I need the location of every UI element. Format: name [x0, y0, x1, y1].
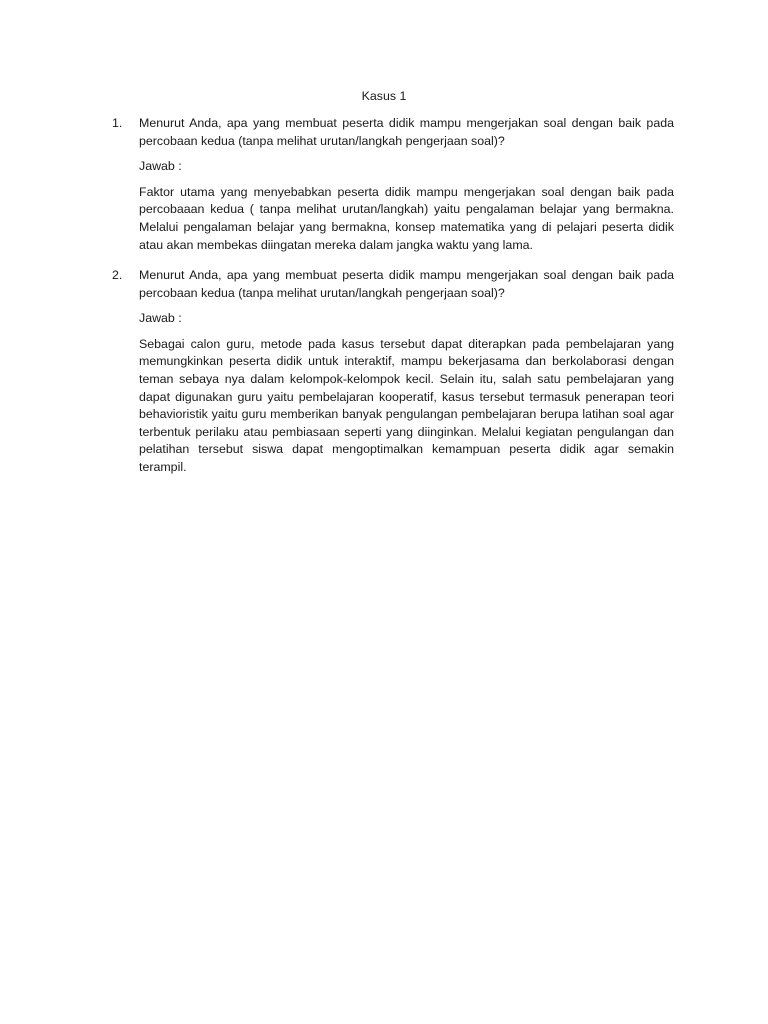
answer-text: Sebagai calon guru, metode pada kasus tersebut dapat diterapkan pada pembelajaran yang memungkinkan peserta didik untuk interaktif, mampu bekerjasama dan berkolaborasi dengan teman sebaya nya dalam kelompok-kelompok kecil. Selain itu, salah satu pembelajaran yang dapat digunakan guru yaitu pembelajaran kooperatif, kasus tersebut termasuk penerapan teori behavioristik yaitu guru memberikan banyak pengulangan pembelajaran berupa latihan soal agar terbentuk perilaku atau pembiasaan seperti yang diinginkan. Melalui kegiatan pengulangan dan pelatihan tersebut siswa dapat mengoptimalkan kemampuan peserta didik agar semakin terampil.: [139, 336, 674, 474]
list-item: [112, 115, 674, 254]
item-body: [139, 267, 674, 477]
item-body: [139, 115, 674, 254]
list-item: [112, 267, 674, 477]
question-text: Menurut Anda, apa yang membuat peserta didik mampu mengerjakan soal dengan baik pada percobaan kedua (tanpa melihat urutan/langkah pengerjaan soal)?: [139, 116, 674, 148]
question-text: Menurut Anda, apa yang membuat peserta didik mampu mengerjakan soal dengan baik pada percobaan kedua (tanpa melihat urutan/langkah pengerjaan soal)?: [139, 268, 674, 300]
item-number: 2.: [112, 268, 123, 282]
answer-label: Jawab :: [139, 311, 182, 326]
answer-label: Jawab :: [139, 159, 182, 174]
item-number: 1.: [112, 116, 123, 130]
document-title: Kasus 1: [361, 89, 407, 103]
answer-text: Faktor utama yang menyebabkan peserta didik mampu mengerjakan soal dengan baik pada percobaaan kedua ( tanpa melihat urutan/langkah) yaitu pengalaman belajar yang bermakna. Melalui pengalaman belajar yang bermakna, konsep matematika yang di pelajari peserta didik atau akan membekas diingatan mereka dalam jangka waktu yang lama.: [139, 184, 674, 252]
